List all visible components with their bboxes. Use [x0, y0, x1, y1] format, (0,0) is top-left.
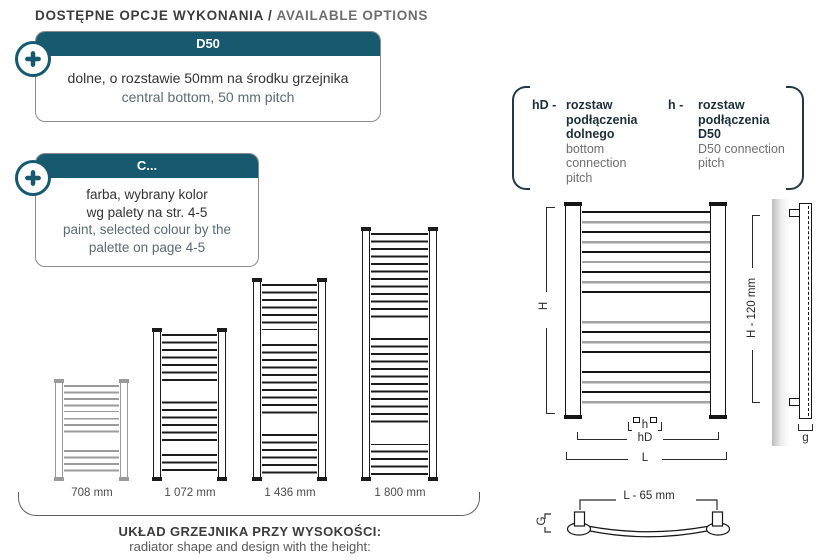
legend-def-en: pitch	[698, 156, 725, 170]
radiator-height-label: 1 436 mm	[264, 487, 316, 499]
rung-gap	[162, 385, 217, 398]
radiator-rungs	[262, 284, 317, 475]
legend-term: hD -	[532, 98, 557, 112]
page-title-pl: DOSTĘPNE OPCJE WYKONANIA	[35, 8, 264, 23]
legend-item-h	[668, 98, 785, 185]
collector-cap	[252, 477, 262, 481]
dim-line	[546, 208, 547, 292]
legend-def-en: bottom connection	[565, 141, 627, 170]
option-code-label: C...	[36, 154, 258, 178]
collector-cap	[564, 202, 582, 206]
radiator-side-profile	[799, 203, 812, 419]
legend-bracket-right	[786, 86, 804, 190]
rung-gap	[64, 412, 119, 418]
collector-cap	[564, 415, 582, 419]
option-code-label: D50	[36, 32, 380, 56]
collector-bar	[565, 204, 581, 417]
option-text-pl: farba, wybrany kolor	[86, 187, 208, 202]
connection-stub	[713, 512, 723, 526]
page-title-en: AVAILABLE OPTIONS	[276, 8, 429, 23]
legend-def-pl: D50	[698, 127, 721, 141]
option-text-en: paint, selected colour by the	[62, 222, 232, 237]
radiator-drawing-708	[55, 380, 128, 480]
legend-def-pl: podłączenia	[698, 112, 770, 127]
collector-cap	[54, 379, 64, 383]
collector-cap	[709, 202, 727, 206]
radiator-drawing-1436	[253, 279, 326, 480]
caption-en: radiator shape and design with the height:	[129, 539, 371, 554]
collector-cap	[361, 477, 371, 481]
collector-cap	[54, 477, 64, 481]
radiator-height-label: 1 800 mm	[374, 487, 426, 499]
dim-label-l65: L - 65 mm	[623, 490, 675, 502]
dim-label-h120: H - 120 mm	[746, 277, 758, 339]
dim-tick	[718, 432, 719, 440]
option-text-pl: dolne, o rozstawie 50mm na środku grzejnika	[67, 70, 349, 86]
collector-cap	[217, 328, 227, 332]
plus-icon	[24, 50, 42, 68]
option-box-d50	[35, 31, 381, 122]
collector-bar	[253, 279, 261, 480]
dim-label-hD: hD	[637, 432, 653, 444]
collector-cap	[152, 477, 162, 481]
collector-bar	[153, 329, 161, 480]
dim-line	[752, 216, 753, 268]
collector-bar	[218, 329, 226, 480]
legend-def-pl: rozstaw	[698, 98, 745, 112]
rung-dash-line	[808, 206, 809, 416]
rung-gap	[582, 293, 710, 314]
radiator-height-label: 1 072 mm	[164, 487, 216, 499]
option-text-pl: wg palety na str. 4-5	[86, 204, 208, 220]
legend-item-hd	[532, 98, 668, 185]
page-title-separator: /	[263, 8, 277, 23]
legend-bracket-left	[512, 86, 530, 190]
collector-cap	[152, 328, 162, 332]
rung-gap	[262, 418, 317, 429]
collector-cap	[428, 227, 438, 231]
dim-line	[546, 328, 547, 414]
connection-stub	[575, 512, 585, 526]
caption-pl: UKŁAD GRZEJNIKA PRZY WYSOKOŚCI:	[118, 524, 382, 539]
collector-bar	[362, 228, 370, 480]
radiator-drawing-1800	[362, 228, 437, 480]
collector-bar	[710, 204, 726, 417]
rung-gap	[582, 357, 710, 365]
rung-gap	[262, 330, 317, 344]
dim-bracket	[696, 500, 717, 510]
legend-def-pl: rozstaw	[565, 98, 613, 112]
collector-bar	[318, 279, 326, 480]
dim-tick	[726, 452, 727, 460]
dim-line	[662, 459, 727, 460]
dimension-legend	[512, 86, 804, 190]
collector-cap	[709, 415, 727, 419]
plus-icon	[24, 169, 42, 187]
legend-term: h -	[668, 98, 684, 112]
option-text-en: central bottom, 50 mm pitch	[121, 89, 295, 105]
plus-badge	[15, 160, 51, 196]
group-bracket	[18, 492, 480, 516]
dim-line	[566, 459, 628, 460]
dim-line	[752, 350, 753, 403]
rung-gap	[582, 263, 710, 271]
collector-cap	[119, 379, 129, 383]
page-title	[35, 8, 428, 23]
collector-cap	[119, 477, 129, 481]
collector-cap	[252, 278, 262, 282]
dim-bracket-g	[798, 424, 813, 431]
dim-tick	[752, 215, 760, 216]
collector-bar	[120, 380, 128, 480]
collector-cap	[361, 227, 371, 231]
radiator-height-label: 708 mm	[71, 487, 113, 499]
rung-gap	[162, 444, 217, 453]
collector-cap	[428, 477, 438, 481]
wall-mount	[789, 398, 800, 406]
dim-tick	[752, 402, 760, 403]
curved-panel-edge	[590, 527, 707, 532]
dim-label-G: G	[536, 516, 548, 526]
radiator-drawing-1072	[153, 329, 226, 480]
radiator-rungs	[64, 385, 119, 475]
legend-def-en: pitch	[565, 170, 593, 185]
collector-cap	[217, 477, 227, 481]
wall-shading	[772, 199, 789, 446]
dim-bracket	[580, 500, 616, 510]
collector-bar	[429, 228, 437, 480]
rung-gap	[371, 320, 428, 335]
dim-line	[577, 439, 627, 440]
legend-def-en: D50 connection	[698, 141, 785, 156]
dim-tick	[546, 207, 555, 208]
dim-label-h: h	[641, 419, 649, 431]
wall-mount	[789, 209, 800, 217]
rung-gap	[64, 436, 119, 449]
dim-tick	[546, 413, 555, 414]
dim-label-g: g	[802, 432, 809, 444]
dim-label-L: L	[641, 452, 649, 464]
plus-badge	[15, 41, 51, 77]
collector-cap	[317, 278, 327, 282]
rung-gap	[371, 428, 428, 444]
dim-line	[663, 439, 719, 440]
collector-cap	[317, 477, 327, 481]
option-box-colour	[35, 153, 259, 267]
collector-bar	[55, 380, 63, 480]
dim-label-H: H	[538, 301, 550, 311]
option-text-en: palette on page 4-5	[88, 239, 206, 255]
radiator-rungs	[162, 334, 217, 475]
legend-def-pl: podłączenia	[565, 112, 638, 127]
bottom-caption	[0, 524, 500, 554]
legend-def-pl: dolnego	[565, 127, 615, 141]
